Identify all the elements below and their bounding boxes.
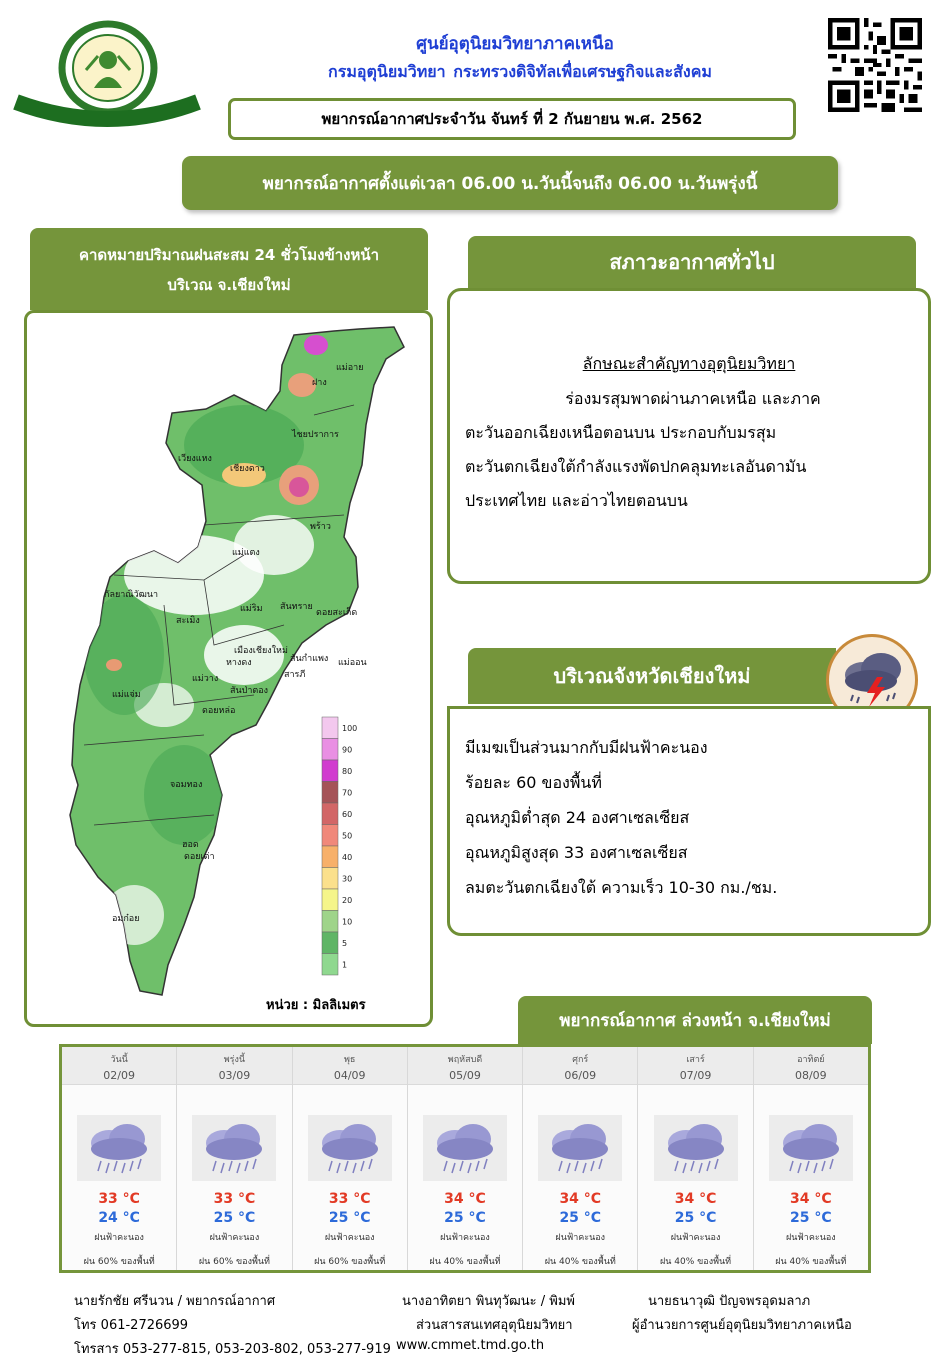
weather-condition: ฝนฟ้าคะนอง bbox=[440, 1233, 490, 1243]
district-label: แม่วาง bbox=[192, 674, 219, 684]
weather-condition: ฝนฟ้าคะนอง bbox=[555, 1233, 606, 1243]
forecast-day-name: ศุกร์ bbox=[572, 1055, 589, 1065]
district-label: แม่แจ่ม bbox=[112, 690, 141, 700]
cm-line-1: มีเมฆเป็นส่วนมากกับมีฝนฟ้าคะนอง bbox=[465, 738, 708, 757]
min-temperature: 25 °C bbox=[444, 1210, 486, 1226]
chiangmai-forecast-text bbox=[465, 730, 921, 905]
district-label: ดอยเต่า bbox=[184, 852, 215, 862]
district-label: หางดง bbox=[226, 658, 252, 668]
general-line-4: ประเทศไทย และอ่าวไทยตอนบน bbox=[465, 491, 688, 510]
legend-swatch bbox=[322, 782, 338, 804]
min-temperature: 25 °C bbox=[674, 1210, 717, 1226]
min-temperature: 25 °C bbox=[213, 1210, 256, 1226]
forecaster-name: นายรักชัย ศรีนวน / พยากรณ์อากาศ bbox=[74, 1294, 276, 1309]
forecast-day-name: พฤหัสบดี bbox=[447, 1055, 483, 1065]
legend-label: 40 bbox=[342, 853, 353, 862]
forecast-day-header bbox=[638, 1047, 752, 1085]
department-name: ส่วนสารสนเทศอุตุนิยมวิทยา bbox=[416, 1318, 573, 1333]
rain-map-heading bbox=[30, 228, 428, 310]
director-title: ผู้อำนวยการศูนย์อุตุนิยมวิทยาภาคเหนือ bbox=[632, 1318, 852, 1333]
max-temperature: 34 °C bbox=[674, 1191, 717, 1207]
legend-swatch bbox=[322, 760, 338, 782]
director-name: นายธนาวุฒิ ปัญจพรอุดมลาภ bbox=[648, 1294, 811, 1309]
weather-condition: ฝนฟ้าคะนอง bbox=[785, 1233, 836, 1243]
forecast-day-column bbox=[638, 1047, 753, 1270]
forecast-date: 02/09 bbox=[103, 1069, 135, 1082]
rain-unit-label: หน่วย : มิลลิเมตร bbox=[266, 998, 366, 1013]
cm-line-5: ลมตะวันตกเฉียงใต้ ความเร็ว 10-30 กม./ชม. bbox=[465, 878, 778, 897]
weather-condition: ฝนฟ้าคะนอง bbox=[670, 1233, 721, 1243]
forecast-day-column bbox=[408, 1047, 523, 1270]
forecast-day-name: อาทิตย์ bbox=[797, 1055, 825, 1065]
legend-swatch bbox=[322, 932, 338, 954]
org-name-line2: กรมอุตุนิยมวิทยา กระทรวงดิจิทัลเพื่อเศรษฐกิจและสังคม bbox=[328, 62, 712, 81]
district-label: อมก๋อย bbox=[112, 914, 140, 924]
district-label: สะเมิง bbox=[176, 616, 200, 626]
forecast-date: 05/09 bbox=[449, 1069, 481, 1082]
min-temperature: 25 °C bbox=[559, 1210, 602, 1226]
forecast-date: 07/09 bbox=[679, 1069, 712, 1082]
meteorology-subtitle: ลักษณะสำคัญทางอุตุนิยมวิทยา bbox=[582, 354, 796, 373]
district-label: ดอยหล่อ bbox=[202, 706, 236, 716]
rain-map-title: คาดหมายปริมาณฝนสะสม 24 ชั่วโมงข้างหน้า bbox=[78, 246, 380, 264]
legend-swatch bbox=[322, 889, 338, 911]
forecast-date-title: พยากรณ์อากาศประจำวัน จันทร์ ที่ 2 กันยายน พ.ศ. 2562 bbox=[228, 98, 796, 140]
max-temperature: 33 °C bbox=[98, 1191, 140, 1207]
typist-name: นางอาทิตยา พินทุวัฒนะ / พิมพ์ bbox=[402, 1294, 575, 1309]
legend-label: 5 bbox=[342, 939, 348, 948]
rain-coverage: ฝน 40% ของพื้นที่ bbox=[659, 1257, 732, 1267]
fax-numbers: โทรสาร 053-277-815, 053-203-802, 053-277-919 bbox=[74, 1342, 391, 1357]
rain-cloud-icon bbox=[73, 1113, 165, 1183]
phone-number: โทร 061-2726699 bbox=[74, 1318, 189, 1333]
legend-swatch bbox=[322, 868, 338, 890]
general-weather-heading: สภาวะอากาศทั่วไป bbox=[468, 236, 916, 288]
forecast-day-column bbox=[293, 1047, 408, 1270]
legend-label: 90 bbox=[342, 745, 353, 755]
district-label: ฮอด bbox=[182, 840, 199, 850]
cm-line-4: อุณหภูมิสูงสุด 33 องศาเซลเซียส bbox=[465, 843, 688, 862]
forecast-day-name: วันนี้ bbox=[110, 1055, 128, 1065]
general-line-2: ตะวันออกเฉียงเหนือตอนบน ประกอบกับมรสุม bbox=[465, 423, 777, 442]
forecast-day-column bbox=[754, 1047, 868, 1270]
district-label: แม่ริม bbox=[240, 604, 263, 614]
district-label: แม่อาย bbox=[336, 363, 364, 373]
forecast-day-header bbox=[754, 1047, 868, 1085]
forecast-day-column bbox=[62, 1047, 177, 1270]
forecast-day-name: พุธ bbox=[343, 1055, 356, 1065]
legend-swatch bbox=[322, 803, 338, 825]
forecast-date: 06/09 bbox=[564, 1069, 597, 1082]
weather-condition: ฝนฟ้าคะนอง bbox=[94, 1233, 144, 1243]
district-label: ดอยสะเก็ด bbox=[316, 608, 358, 618]
forecast-day-column bbox=[523, 1047, 638, 1270]
district-label: เชียงดาว bbox=[230, 464, 265, 474]
forecast-day-header bbox=[523, 1047, 637, 1085]
max-temperature: 34 °C bbox=[790, 1191, 832, 1207]
district-label: แม่แตง bbox=[232, 548, 260, 558]
general-line-1: ร่องมรสุมพาดผ่านภาคเหนือ และภาค bbox=[565, 389, 821, 408]
general-weather-text bbox=[465, 382, 921, 518]
forecast-date: 08/09 bbox=[794, 1069, 827, 1082]
forecast-day-header bbox=[293, 1047, 407, 1085]
chiangmai-heading: บริเวณจังหวัดเชียงใหม่ bbox=[468, 648, 836, 704]
rain-cloud-icon bbox=[188, 1113, 280, 1183]
rain-coverage: ฝน 60% ของพื้นที่ bbox=[198, 1257, 270, 1267]
legend-label: 10 bbox=[342, 917, 353, 927]
rain-coverage: ฝน 40% ของพื้นที่ bbox=[775, 1257, 847, 1267]
rain-cloud-icon bbox=[765, 1113, 857, 1183]
rainfall-map bbox=[44, 325, 424, 1015]
legend-label: 30 bbox=[342, 874, 353, 884]
legend-label: 50 bbox=[342, 831, 353, 841]
legend-label: 70 bbox=[342, 788, 353, 798]
rain-coverage: ฝน 60% ของพื้นที่ bbox=[314, 1257, 386, 1267]
rain-cloud-icon bbox=[304, 1113, 396, 1183]
cm-line-2: ร้อยละ 60 ของพื้นที่ bbox=[465, 773, 602, 792]
district-label: จอมทอง bbox=[170, 780, 203, 790]
cm-line-3: อุณหภูมิต่ำสุด 24 องศาเซลเซียส bbox=[465, 808, 690, 827]
district-label: สารภี bbox=[284, 670, 306, 680]
legend-label: 60 bbox=[342, 810, 353, 819]
qr-code[interactable] bbox=[828, 18, 922, 112]
tmd-logo bbox=[12, 18, 202, 130]
min-temperature: 25 °C bbox=[328, 1210, 371, 1226]
seven-day-forecast-heading: พยากรณ์อากาศ ล่วงหน้า จ.เชียงใหม่ bbox=[518, 996, 872, 1044]
forecast-day-header bbox=[62, 1047, 176, 1085]
forecast-date: 04/09 bbox=[333, 1069, 366, 1082]
district-label: แม่ออน bbox=[338, 658, 367, 668]
district-label: สันทราย bbox=[280, 602, 313, 612]
rain-coverage: ฝน 40% ของพื้นที่ bbox=[544, 1257, 616, 1267]
district-label: กัลยาณิวัฒนา bbox=[104, 590, 159, 600]
legend-label: 80 bbox=[342, 767, 353, 776]
max-temperature: 33 °C bbox=[213, 1191, 256, 1207]
min-temperature: 24 °C bbox=[98, 1210, 140, 1226]
website-link[interactable]: www.cmmet.tmd.go.th bbox=[396, 1338, 545, 1353]
forecast-day-name: พรุ่งนี้ bbox=[223, 1055, 246, 1065]
district-label: ไชยปราการ bbox=[292, 430, 339, 440]
forecast-period-banner: พยากรณ์อากาศตั้งแต่เวลา 06.00 น.วันนี้จนถึง 06.00 น.วันพรุ่งนี้ bbox=[182, 156, 838, 210]
legend-swatch bbox=[322, 739, 338, 761]
seven-day-forecast-table bbox=[59, 1044, 871, 1273]
district-label: ฝาง bbox=[312, 378, 327, 388]
forecast-day-header bbox=[177, 1047, 291, 1085]
rain-cloud-icon bbox=[534, 1113, 626, 1183]
forecast-day-name: เสาร์ bbox=[686, 1055, 705, 1065]
district-label: สันกำแพง bbox=[290, 654, 329, 664]
district-label: พร้าว bbox=[310, 522, 331, 532]
legend-swatch bbox=[322, 846, 338, 868]
legend-swatch bbox=[322, 911, 338, 933]
legend-label: 20 bbox=[342, 896, 353, 905]
max-temperature: 34 °C bbox=[559, 1191, 602, 1207]
weather-condition: ฝนฟ้าคะนอง bbox=[324, 1233, 375, 1243]
rain-map-area: บริเวณ จ.เชียงใหม่ bbox=[167, 276, 291, 294]
district-label: เวียงแหง bbox=[178, 454, 212, 464]
legend-swatch bbox=[322, 954, 338, 976]
forecast-day-column bbox=[177, 1047, 292, 1270]
rain-coverage: ฝน 40% ของพื้นที่ bbox=[429, 1257, 501, 1267]
legend-label: 100 bbox=[342, 724, 358, 733]
legend-swatch bbox=[322, 717, 338, 739]
rain-cloud-icon bbox=[650, 1113, 742, 1183]
min-temperature: 25 °C bbox=[790, 1210, 832, 1226]
weather-condition: ฝนฟ้าคะนอง bbox=[209, 1233, 260, 1243]
max-temperature: 33 °C bbox=[328, 1191, 371, 1207]
rain-cloud-icon bbox=[419, 1113, 511, 1183]
district-label: สันป่าตอง bbox=[230, 686, 269, 696]
forecast-day-header bbox=[408, 1047, 522, 1085]
legend-swatch bbox=[322, 825, 338, 847]
max-temperature: 34 °C bbox=[444, 1191, 486, 1207]
general-line-3: ตะวันตกเฉียงใต้กำลังแรงพัดปกคลุมทะเลอันดามัน bbox=[465, 457, 807, 476]
forecast-date: 03/09 bbox=[218, 1069, 251, 1082]
rain-coverage: ฝน 60% ของพื้นที่ bbox=[83, 1257, 155, 1267]
legend-label: 1 bbox=[342, 960, 348, 970]
org-name-line1: ศูนย์อุตุนิยมวิทยาภาคเหนือ bbox=[416, 34, 614, 54]
district-label: เมืองเชียงใหม่ bbox=[234, 646, 288, 656]
